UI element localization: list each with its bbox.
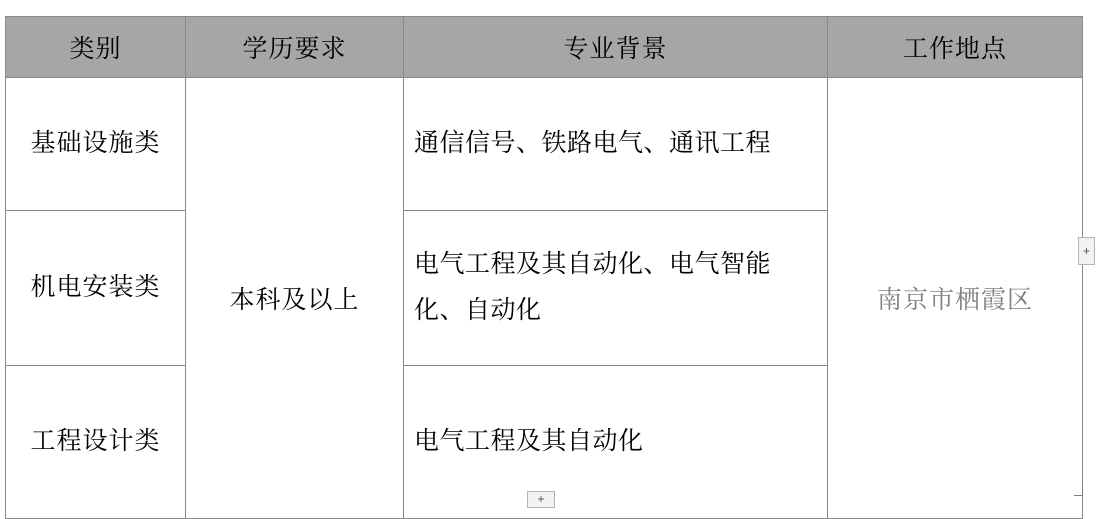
cell-category-infrastructure: 基础设施类 — [6, 78, 186, 211]
column-header-location: 工作地点 — [828, 17, 1083, 78]
column-header-category: 类别 — [6, 17, 186, 78]
table-resize-handle[interactable] — [1074, 487, 1083, 496]
job-requirements-table — [5, 16, 1083, 519]
add-row-button[interactable]: + — [527, 491, 555, 508]
cell-education-requirement: 本科及以上 — [186, 78, 404, 519]
cell-major-electromechanical: 电气工程及其自动化、电气智能化、自动化 — [404, 211, 828, 366]
cell-category-electromechanical: 机电安装类 — [6, 211, 186, 366]
column-header-education: 学历要求 — [186, 17, 404, 78]
cell-major-infrastructure: 通信信号、铁路电气、通讯工程 — [404, 78, 828, 211]
table-header-row — [6, 17, 1083, 78]
cell-major-engineering-design: 电气工程及其自动化 — [404, 366, 828, 519]
column-header-major: 专业背景 — [404, 17, 828, 78]
table-row — [6, 78, 1083, 211]
cell-work-location: 南京市栖霞区 — [828, 78, 1083, 519]
cell-category-engineering-design: 工程设计类 — [6, 366, 186, 519]
add-column-button[interactable]: + — [1078, 237, 1095, 265]
